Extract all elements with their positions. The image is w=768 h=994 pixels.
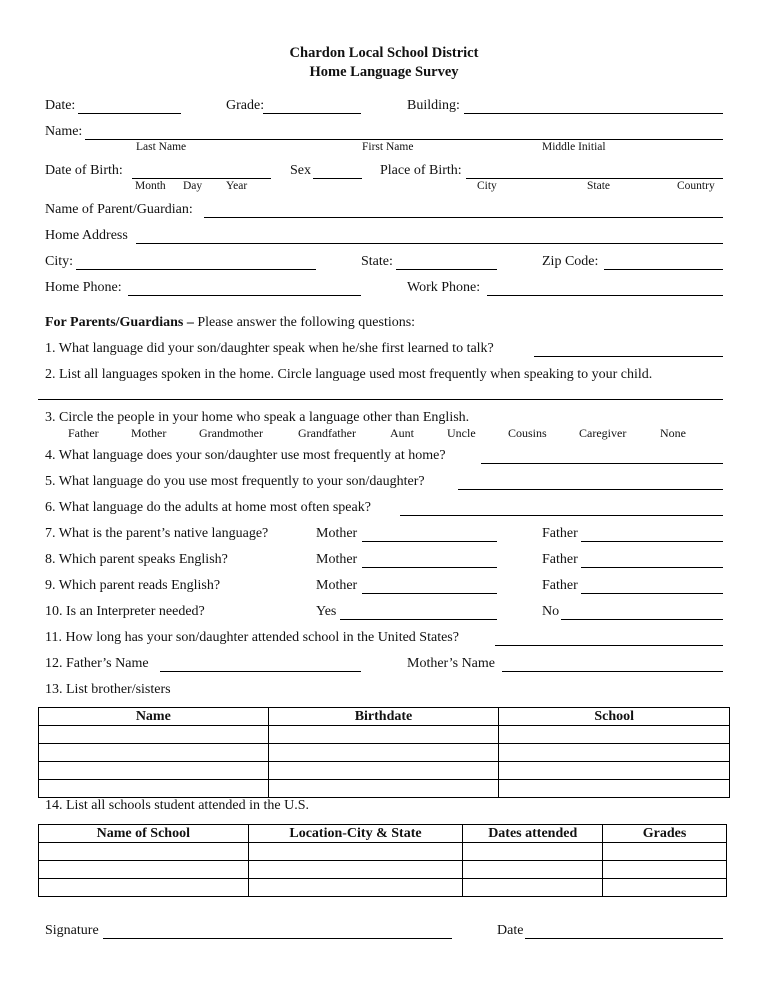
grade-label: Grade: bbox=[226, 98, 265, 113]
answer-4-field[interactable] bbox=[481, 463, 723, 464]
schools-header-name: Name of School bbox=[39, 825, 249, 843]
question-8: 8. Which parent speaks English? bbox=[45, 552, 228, 567]
answer-2-field[interactable] bbox=[38, 399, 723, 400]
table-cell[interactable] bbox=[603, 843, 727, 861]
grade-field[interactable] bbox=[263, 113, 361, 114]
date-field[interactable] bbox=[78, 113, 181, 114]
question-3: 3. Circle the people in your home who speak a language other than English. bbox=[45, 410, 470, 425]
table-row bbox=[39, 744, 730, 762]
state-caption: State bbox=[587, 180, 610, 192]
state-label: State: bbox=[361, 254, 393, 269]
schools-header-grades: Grades bbox=[603, 825, 727, 843]
signature-date-label: Date bbox=[497, 923, 524, 938]
answer-11-field[interactable] bbox=[495, 645, 723, 646]
question-10: 10. Is an Interpreter needed? bbox=[45, 604, 205, 619]
city-field[interactable] bbox=[76, 269, 316, 270]
schools-header-location: Location-City & State bbox=[248, 825, 463, 843]
table-cell[interactable] bbox=[39, 726, 269, 744]
table-row bbox=[39, 780, 730, 798]
table-cell[interactable] bbox=[463, 843, 603, 861]
q8-father-field[interactable] bbox=[581, 567, 723, 568]
home-phone-label: Home Phone: bbox=[45, 280, 122, 295]
q10-no-label: No bbox=[542, 604, 560, 619]
zip-label: Zip Code: bbox=[542, 254, 599, 269]
dob-label: Date of Birth: bbox=[45, 163, 123, 178]
table-cell[interactable] bbox=[463, 879, 603, 897]
name-field[interactable] bbox=[85, 139, 723, 140]
siblings-table bbox=[38, 707, 730, 798]
table-row bbox=[39, 879, 727, 897]
question-13: 13. List brother/sisters bbox=[45, 682, 171, 697]
table-cell[interactable] bbox=[499, 744, 730, 762]
table-cell[interactable] bbox=[268, 744, 499, 762]
question-12-mother: Mother’s Name bbox=[407, 656, 495, 671]
signature-field[interactable] bbox=[103, 938, 452, 939]
table-cell[interactable] bbox=[499, 726, 730, 744]
question-1: 1. What language did your son/daughter speak when he/she first learned to talk? bbox=[45, 341, 494, 356]
answer-5-field[interactable] bbox=[458, 489, 723, 490]
q10-no-field[interactable] bbox=[561, 619, 723, 620]
question-6: 6. What language do the adults at home most often speak? bbox=[45, 500, 371, 515]
middle-initial-caption: Middle Initial bbox=[542, 141, 606, 153]
year-caption: Year bbox=[226, 180, 248, 192]
sex-field[interactable] bbox=[313, 178, 362, 179]
table-row bbox=[39, 861, 727, 879]
relation-father[interactable]: Father bbox=[68, 426, 99, 440]
table-cell[interactable] bbox=[39, 843, 249, 861]
relation-mother[interactable]: Mother bbox=[131, 426, 167, 440]
relation-cousins[interactable]: Cousins bbox=[508, 426, 547, 440]
relation-none[interactable]: None bbox=[660, 426, 686, 440]
work-phone-label: Work Phone: bbox=[407, 280, 481, 295]
day-caption: Day bbox=[183, 180, 203, 192]
country-caption: Country bbox=[677, 180, 715, 192]
table-row bbox=[39, 762, 730, 780]
date-label: Date: bbox=[45, 98, 76, 113]
table-cell[interactable] bbox=[268, 762, 499, 780]
district-title: Chardon Local School District bbox=[289, 45, 479, 61]
table-cell[interactable] bbox=[603, 879, 727, 897]
table-cell[interactable] bbox=[39, 744, 269, 762]
table-row bbox=[39, 843, 727, 861]
table-cell[interactable] bbox=[463, 861, 603, 879]
q8-mother-label: Mother bbox=[316, 552, 358, 567]
building-label: Building: bbox=[407, 98, 460, 113]
table-cell[interactable] bbox=[39, 780, 269, 798]
relation-aunt[interactable]: Aunt bbox=[390, 426, 414, 440]
last-name-caption: Last Name bbox=[136, 141, 187, 153]
zip-field[interactable] bbox=[604, 269, 723, 270]
relation-caregiver[interactable]: Caregiver bbox=[579, 426, 627, 440]
month-caption: Month bbox=[135, 180, 166, 192]
table-cell[interactable] bbox=[499, 780, 730, 798]
table-cell[interactable] bbox=[268, 726, 499, 744]
first-name-caption: First Name bbox=[362, 141, 414, 153]
question-2: 2. List all languages spoken in the home. Circle language used most frequently when speaking to your child. bbox=[45, 367, 653, 382]
siblings-header-name: Name bbox=[39, 708, 269, 726]
table-cell[interactable] bbox=[268, 780, 499, 798]
table-cell[interactable] bbox=[248, 879, 463, 897]
home-address-label: Home Address bbox=[45, 228, 128, 243]
signature-date-field[interactable] bbox=[525, 938, 723, 939]
question-12-father: 12. Father’s Name bbox=[45, 656, 149, 671]
schools-header-dates: Dates attended bbox=[463, 825, 603, 843]
q7-father-label: Father bbox=[542, 526, 578, 541]
q10-yes-label: Yes bbox=[316, 604, 337, 619]
question-14: 14. List all schools student attended in the U.S. bbox=[45, 798, 310, 813]
city-caption: City bbox=[477, 180, 497, 192]
table-cell[interactable] bbox=[39, 762, 269, 780]
question-7: 7. What is the parent’s native language? bbox=[45, 526, 269, 541]
home-phone-field[interactable] bbox=[128, 295, 361, 296]
relation-grandmother[interactable]: Grandmother bbox=[199, 426, 263, 440]
q7-father-field[interactable] bbox=[581, 541, 723, 542]
instructions-text: Please answer the following questions: bbox=[193, 315, 416, 330]
sex-label: Sex bbox=[290, 163, 311, 178]
q9-mother-label: Mother bbox=[316, 578, 358, 593]
signature-label: Signature bbox=[45, 923, 99, 938]
state-field[interactable] bbox=[396, 269, 497, 270]
instructions-bold: For Parents/Guardians – bbox=[45, 315, 194, 330]
table-cell[interactable] bbox=[499, 762, 730, 780]
dob-field[interactable] bbox=[132, 178, 271, 179]
home-address-field[interactable] bbox=[136, 243, 723, 244]
q10-yes-field[interactable] bbox=[340, 619, 497, 620]
father-name-field[interactable] bbox=[160, 671, 361, 672]
building-field[interactable] bbox=[464, 113, 723, 114]
question-5: 5. What language do you use most frequently to your son/daughter? bbox=[45, 474, 425, 489]
q8-father-label: Father bbox=[542, 552, 578, 567]
table-row bbox=[39, 726, 730, 744]
mother-name-field[interactable] bbox=[502, 671, 723, 672]
question-11: 11. How long has your son/daughter attended school in the United States? bbox=[45, 630, 459, 645]
question-9: 9. Which parent reads English? bbox=[45, 578, 221, 593]
relation-uncle[interactable]: Uncle bbox=[447, 426, 476, 440]
guardian-label: Name of Parent/Guardian: bbox=[45, 202, 193, 217]
q9-mother-field[interactable] bbox=[362, 593, 497, 594]
table-cell[interactable] bbox=[39, 861, 249, 879]
siblings-header-birthdate: Birthdate bbox=[268, 708, 499, 726]
table-cell[interactable] bbox=[603, 861, 727, 879]
city-label: City: bbox=[45, 254, 74, 269]
name-label: Name: bbox=[45, 124, 83, 139]
relation-grandfather[interactable]: Grandfather bbox=[298, 426, 356, 440]
table-cell[interactable] bbox=[39, 879, 249, 897]
guardian-field[interactable] bbox=[204, 217, 723, 218]
place-of-birth-field[interactable] bbox=[466, 178, 723, 179]
q9-father-label: Father bbox=[542, 578, 578, 593]
siblings-header-row bbox=[39, 708, 730, 726]
siblings-header-school: School bbox=[499, 708, 730, 726]
survey-title: Home Language Survey bbox=[309, 64, 459, 80]
instructions bbox=[45, 315, 415, 331]
work-phone-field[interactable] bbox=[487, 295, 723, 296]
q8-mother-field[interactable] bbox=[362, 567, 497, 568]
answer-1-field[interactable] bbox=[534, 356, 723, 357]
q9-father-field[interactable] bbox=[581, 593, 723, 594]
q7-mother-field[interactable] bbox=[362, 541, 497, 542]
table-cell[interactable] bbox=[248, 843, 463, 861]
q7-mother-label: Mother bbox=[316, 526, 358, 541]
schools-header-row bbox=[39, 825, 727, 843]
place-of-birth-label: Place of Birth: bbox=[380, 163, 462, 178]
question-4: 4. What language does your son/daughter use most frequently at home? bbox=[45, 448, 446, 463]
schools-table bbox=[38, 824, 727, 897]
table-cell[interactable] bbox=[248, 861, 463, 879]
answer-6-field[interactable] bbox=[400, 515, 723, 516]
